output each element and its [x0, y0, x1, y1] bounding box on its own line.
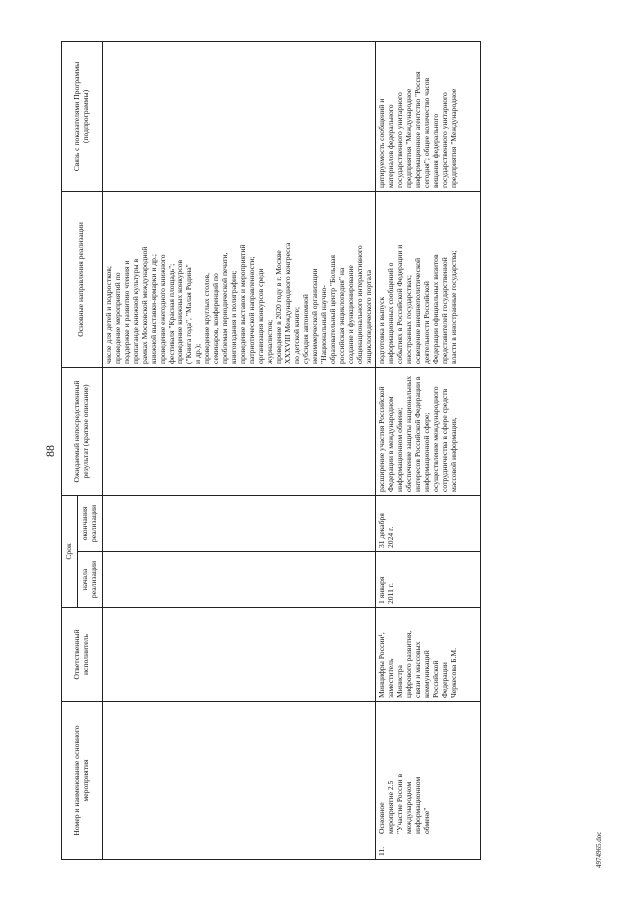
text-line: сегодня"; общее количество часов — [422, 77, 432, 188]
text-line: 31 декабря — [377, 513, 387, 548]
text-line: поддержке и развитию чтения и — [121, 260, 131, 364]
cell-executor — [102, 608, 376, 702]
text-line: семинаров, конференций по — [211, 273, 221, 364]
header-term: Срок — [62, 495, 78, 607]
rotated-sheet — [37, 34, 603, 868]
text-line: коммуникаций — [422, 650, 432, 698]
text-line: пропаганде книжной культуры в — [130, 258, 140, 364]
table-row — [102, 41, 376, 859]
text-line: предприятия "Международное — [404, 88, 414, 188]
text-line: сотрудничества в сфере средств — [440, 388, 450, 492]
cell-link — [102, 41, 376, 191]
cell-directions — [102, 191, 376, 367]
header-directions: Основные направления реализации — [62, 191, 103, 367]
text-line: патриотической направленности; — [247, 256, 257, 364]
cell-result — [102, 367, 376, 495]
text-line: ("Книга года", "Малая Родина" — [184, 264, 194, 364]
text-line: книжной выставки-ярмарки и др.; — [148, 254, 158, 364]
text-line: проведение круглых столов, — [202, 273, 212, 364]
text-line: информационном — [413, 776, 423, 834]
cell-start — [102, 552, 376, 608]
text-line: 2024 г. — [386, 526, 396, 548]
text-line: субсидия автономной — [300, 294, 310, 364]
text-line: по детской книге; — [291, 306, 301, 364]
text-line: Федерации в международном — [386, 396, 396, 492]
cell-end — [376, 495, 481, 551]
text-line: информационном обмене; — [395, 407, 405, 492]
text-line: некоммерческой организации — [309, 268, 319, 364]
text-line: цифрового развития, — [404, 630, 414, 698]
cell-result — [376, 367, 481, 495]
text-line: российская энциклопедия" на — [336, 267, 346, 364]
text-line: массовой информации, — [449, 417, 459, 492]
header-executor: Ответственный исполнитель — [62, 608, 103, 702]
text-line: Федерации — [440, 662, 450, 698]
text-line: проведение в 2020 году в г. Москве — [273, 250, 283, 364]
header-num-name: Номер и наименование основного мероприятия — [62, 702, 103, 860]
text-line: информационной сфере; — [422, 412, 432, 492]
row-number: 11. — [377, 846, 387, 856]
table-row — [376, 41, 481, 859]
text-line: мероприятие 2.5 — [386, 780, 396, 834]
text-line: власти в иностранные государства; — [449, 250, 459, 364]
text-line: проблемам периодической печати, — [220, 252, 230, 364]
text-line: рамках Московской международной — [139, 246, 149, 364]
text-line: XXXVIII Международного конгресса — [282, 242, 292, 364]
text-line: государственного унитарного — [395, 92, 405, 188]
text-line: государственного унитарного — [440, 92, 450, 188]
text-line: вещания федерального — [431, 113, 441, 188]
text-line: 2011 г. — [386, 583, 396, 604]
text-line: проведение мероприятий по — [112, 272, 122, 364]
text-line: "Участие России в — [395, 773, 405, 834]
cell-executor — [376, 608, 481, 702]
cell-end — [102, 495, 376, 551]
text-line: предприятия "Международное — [449, 88, 459, 188]
text-line: цитируемость сообщений и — [377, 98, 387, 188]
cell-num-name — [376, 702, 481, 860]
text-line: обмене" — [422, 807, 432, 834]
text-line: проведение выставок и мероприятий — [238, 244, 248, 364]
cell-link — [376, 41, 481, 191]
text-line: материалов федерального — [386, 104, 396, 188]
text-line: связи и массовых — [413, 641, 423, 698]
text-line: обеспечение защиты национальных — [404, 375, 414, 492]
text-line: образовательный центр "Большая — [327, 254, 337, 364]
text-line: Министра — [395, 665, 405, 698]
document-code: 4974965.doc — [595, 831, 603, 868]
text-line: книгоиздания и полиграфии; — [229, 270, 239, 364]
text-line: информационное агентство "Россия — [413, 71, 423, 188]
text-line: и др.); — [193, 343, 203, 364]
text-line: "Национальный научно- — [318, 285, 328, 364]
text-line: освещение внешнеполитической — [413, 257, 423, 364]
text-line: расширение участия Российской — [377, 386, 387, 492]
cell-start — [376, 552, 481, 608]
text-line: Основное — [377, 802, 387, 834]
program-table — [61, 41, 481, 860]
header-end: окончания реализации — [77, 495, 102, 551]
text-line: подготовка и выпуск — [377, 296, 387, 364]
text-line: фестиваля "Красная площадь"; — [166, 263, 176, 364]
text-line: осуществление международного — [431, 386, 441, 492]
text-line: информационных сообщений о — [386, 262, 396, 364]
header-result: Ожидаемый непосредственный результат (краткое описание) — [62, 367, 103, 495]
text-line: организация конкурсов среди — [256, 268, 266, 364]
text-line: представителей государственной — [440, 257, 450, 364]
text-line: интересов Российской Федерации в — [413, 376, 423, 492]
text-line: общенационального интерактивного — [354, 245, 364, 364]
text-line: проведение ежегодного книжного — [157, 254, 167, 364]
header-start: начала реализации — [77, 552, 102, 608]
page-number: 88 — [43, 445, 57, 457]
text-line: журналистов; — [265, 319, 275, 364]
cell-directions — [376, 191, 481, 367]
text-line: энциклопедического портала — [363, 269, 373, 364]
header-link: Связь с показателями Программы (подпрограммы) — [62, 41, 103, 191]
text-line: деятельности Российской — [422, 281, 432, 364]
text-line: иностранных государствах; — [404, 275, 414, 364]
text-line: Минцифры России¹, — [377, 632, 387, 698]
text-line: Черкесова Б.М. — [449, 648, 459, 698]
text-line: 1 января — [377, 576, 387, 604]
text-line: международном — [404, 781, 414, 834]
text-line: проведение книжных конкурсов — [175, 259, 185, 364]
text-line: Федерации официальных визитов — [431, 254, 441, 364]
text-line: числе для детей и подростков; — [103, 266, 113, 364]
cell-num-name — [102, 702, 376, 860]
text-line: событиях в Российской Федерации и — [395, 244, 405, 364]
measure-name — [378, 714, 432, 834]
text-line: создание и функционирование — [345, 265, 355, 364]
text-line: заместитель — [386, 658, 396, 698]
text-line: Российской — [431, 660, 441, 698]
